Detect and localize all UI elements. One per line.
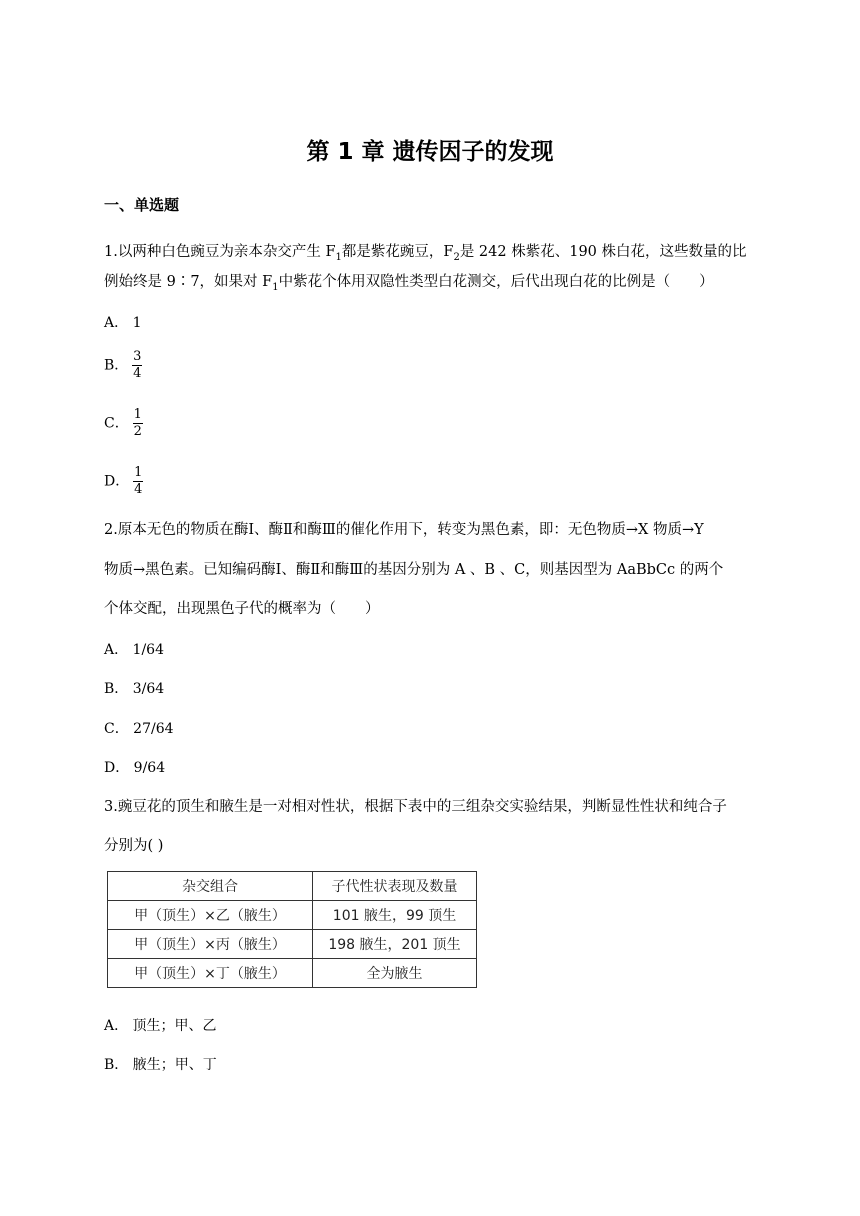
q1-option-d[interactable]: D． $\frac{1}{4}$ <box>104 465 143 497</box>
fraction: $\frac{3}{4}$ <box>133 349 142 381</box>
fraction: $\frac{1}{2}$ <box>133 407 142 439</box>
table-row <box>108 959 477 988</box>
table-header-row <box>108 872 477 901</box>
table-cell: 全为腋生 <box>313 959 477 988</box>
table-cell: 198 腋生，201 顶生 <box>313 930 477 959</box>
q1-stem-line1: 1.以两种白色豌豆为亲本杂交产生 $F_1$都是紫花豌豆，$F_2$是 242 株紫花、190 株白花，这些数量的比 <box>104 244 747 263</box>
q1-option-c[interactable]: C． $\frac{1}{2}$ <box>104 407 142 439</box>
table-cell: 101 腋生，99 顶生 <box>313 901 477 930</box>
table-cell: 甲（顶生）×乙（腋生） <box>108 901 313 930</box>
q1-option-a[interactable]: A． 1 <box>104 315 142 331</box>
q1-stem-line2: 例始终是 9∶7，如果对 $F_1$中紫花个体用双隐性类型白花测交，后代出现白花的比例是（ ） <box>104 274 714 293</box>
q2-option-c[interactable]: C． 27/64 <box>104 721 174 737</box>
table-cell: 甲（顶生）×丙（腋生） <box>108 930 313 959</box>
fraction: $\frac{1}{4}$ <box>134 465 143 497</box>
q3-stem-line1: 3.豌豆花的顶生和腋生是一对相对性状，根据下表中的三组杂交实验结果，判断显性性状和纯合子 <box>104 799 727 815</box>
table-header-cell: 杂交组合 <box>108 872 313 901</box>
table-row <box>108 930 477 959</box>
q2-option-d[interactable]: D． 9/64 <box>104 760 166 776</box>
table-row <box>108 901 477 930</box>
q2-stem-line3: 个体交配，出现黑色子代的概率为（ ） <box>104 601 380 617</box>
table-cell: 甲（顶生）×丁（腋生） <box>108 959 313 988</box>
q1-option-b[interactable]: B． $\frac{3}{4}$ <box>104 349 142 381</box>
q2-stem-line2: 物质→黑色素。已知编码酶Ⅰ、酶Ⅱ和酶Ⅲ的基因分别为 A 、B 、C，则基因型为 AaBbCc 的两个 <box>104 562 724 578</box>
q3-stem-line2: 分别为( ) <box>104 838 164 854</box>
q3-option-b[interactable]: B． 腋生；甲、丁 <box>104 1057 217 1073</box>
q2-stem-line1: 2.原本无色的物质在酶Ⅰ、酶Ⅱ和酶Ⅲ的催化作用下，转变为黑色素，即：无色物质→X 物质→Y <box>104 522 704 538</box>
q2-option-b[interactable]: B． 3/64 <box>104 681 165 697</box>
cross-results-table <box>107 871 477 988</box>
section-heading: 一、单选题 <box>104 196 180 214</box>
q3-option-a[interactable]: A． 顶生；甲、乙 <box>104 1018 217 1034</box>
table-header-cell: 子代性状表现及数量 <box>313 872 477 901</box>
q2-option-a[interactable]: A． 1/64 <box>104 642 164 658</box>
chapter-title: 第 1 章 遗传因子的发现 <box>306 139 554 165</box>
